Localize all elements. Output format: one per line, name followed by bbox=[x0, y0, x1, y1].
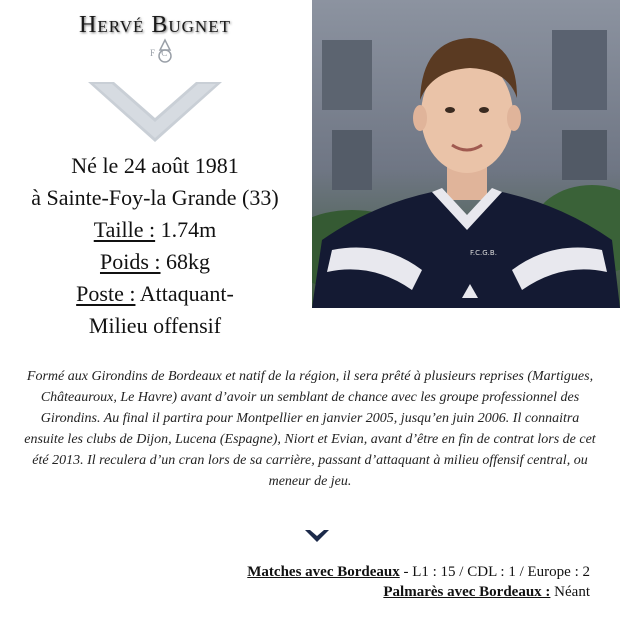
matches-row bbox=[247, 562, 590, 582]
player-photo bbox=[312, 0, 620, 308]
chevron-down-icon bbox=[88, 82, 222, 142]
honours-label: Palmarès avec Bordeaux : bbox=[383, 584, 551, 600]
club-logo-letters: F C bbox=[150, 48, 170, 58]
player-info bbox=[0, 150, 310, 342]
height-row bbox=[0, 214, 310, 246]
position-row bbox=[0, 278, 310, 310]
honours-row bbox=[247, 582, 590, 602]
weight-row bbox=[0, 246, 310, 278]
chevron-down-small-icon bbox=[305, 530, 329, 544]
birth-date: Né le 24 août 1981 bbox=[71, 153, 239, 178]
matches-value: - L1 : 15 / CDL : 1 / Europe : 2 bbox=[399, 564, 590, 580]
height-label: Taille : bbox=[93, 217, 156, 242]
shirt-badge: F.C.G.B. bbox=[470, 249, 497, 257]
career-stats bbox=[247, 562, 590, 602]
player-name: Hervé Bugnet bbox=[79, 12, 231, 38]
player-biography: Formé aux Girondins de Bordeaux et natif de la région, il sera prêté à plusieurs reprises (Martigues, Châteauroux, Le Havre) avant d’avoir un semblant de chance avec les groupe professionnel des Girondins. Au final il partira pour Montpellier en janvier 2005, jusqu’en juin 2006. Il connaitra ensuite les clubs de Dijon, Lucena (Espagne), Niort et Evian, avant d’être en fin de contrat lors de cet été 2013. Il reculera d’un cran lors de sa carrière, passant d’attaquant à milieu offensif central, ou meneur de jeu. bbox=[24, 369, 596, 489]
honours-value: Néant bbox=[550, 584, 590, 600]
position-value-line2: Milieu offensif bbox=[88, 313, 222, 338]
position-value: Attaquant- bbox=[135, 281, 234, 306]
weight-value: 68kg bbox=[160, 249, 211, 274]
weight-label: Poids : bbox=[99, 249, 161, 274]
height-value: 1.74m bbox=[155, 217, 217, 242]
birth-place: à Sainte-Foy-la Grande (33) bbox=[31, 185, 279, 210]
position-label: Poste : bbox=[76, 281, 136, 306]
matches-label: Matches avec Bordeaux bbox=[247, 564, 400, 580]
player-portrait-icon bbox=[312, 0, 620, 308]
